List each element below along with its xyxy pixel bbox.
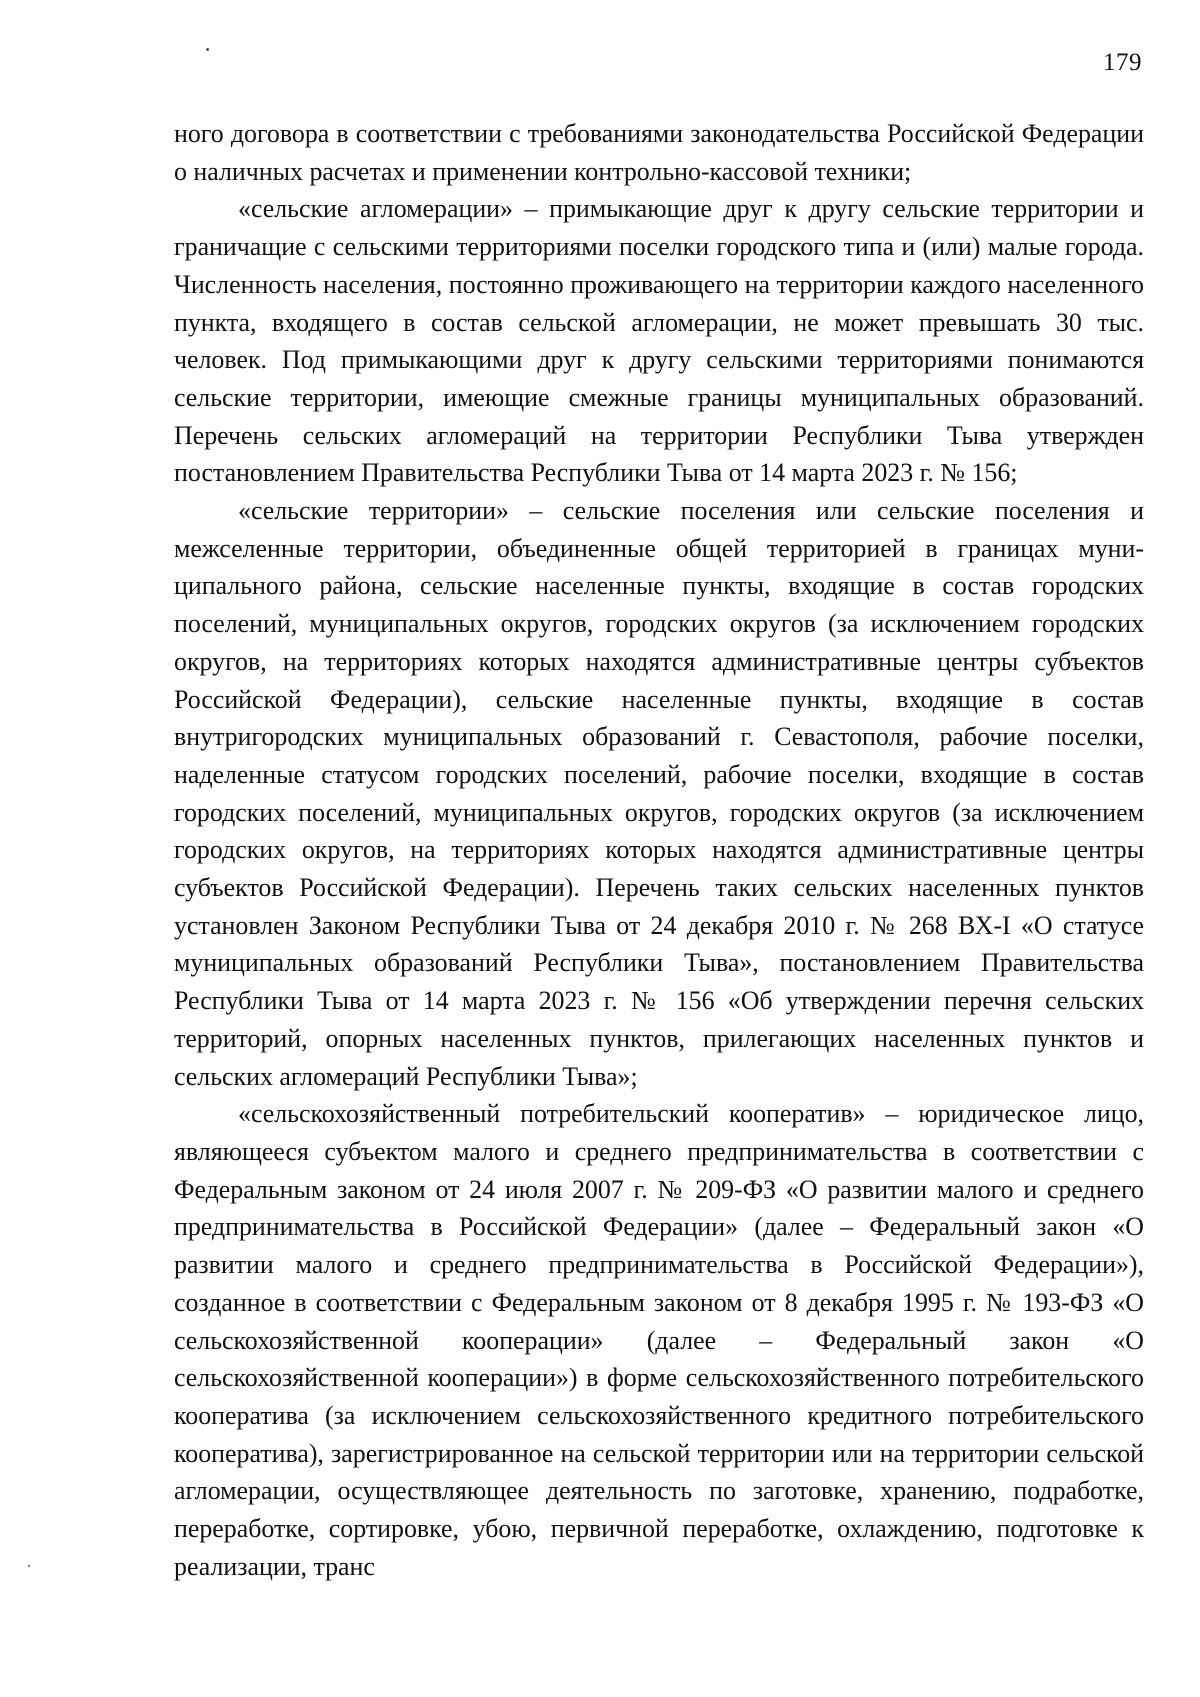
scan-speck — [206, 48, 209, 51]
scan-speck — [28, 1565, 30, 1567]
paragraph-rural-territories: «сельские территории» – сельские поселения или сельские поселения и межселенные территории, объединенные общей территорией в границах муниципального района, сельские населенные пункты, входящие в состав городских поселений, муниципальных округов, городских округов (за исключением городских округов, на территориях которых находятся административные центры субъектов Российской Федерации), сельские населенные пункты, входящие в состав внутригородских муниципальных образований г. Севастополя, рабочие поселки, наделенные статусом городских поселений, рабочие поселки, входящие в состав городских поселений, муниципальных округов, городских округов (за исключением городских округов, на территориях которых находятся административные центры субъектов Российской Федерации). Перечень таких сельских населенных пунктов установлен Законом Республики Тыва от 24 декабря 2010 г. № 268 ВХ-I «О статусе муниципальных образований Республики Тыва», постановлением Правительства Республики Тыва от 14 марта 2023 г. № 156 «Об утверждении перечня сельских территорий, опорных населенных пунктов, прилегающих населенных пунктов и сельских агломераций Республики Тыва»; — [174, 496, 1144, 1091]
document-body — [174, 115, 1144, 1585]
paragraph-rural-agglomerations: «сельские агломерации» – примыкающие друг к другу сельские территории и граничащие с сельскими территориями поселки городского типа и (или) малые города. Численность населения, постоянно проживающего на территории каждого населенного пункта, входящего в состав сельской агломерации, не может превышать 30 тыс. человек. Под примыкающими друг к другу сельскими территориями понимаются сельские территории, имеющие смежные границы муниципальных образований. Перечень сельских агломераций на территории Республики Тыва утвержден постановлением Правительства Республики Тыва от 14 марта 2023 г. № 156; — [174, 194, 1144, 488]
paragraph-agricultural-cooperative: «сельскохозяйственный потребительский кооператив» – юридическое лицо, являющееся субъектом малого и среднего предпринимательства в соответствии с Федеральным законом от 24 июля 2007 г. № 209-ФЗ «О развитии малого и среднего предпринимательства в Российской Федерации» (далее – Федеральный закон «О развитии малого и среднего предпринимательства в Российской Федерации»), созданное в соответствии с Федеральным законом от 8 декабря 1995 г. № 193-ФЗ «О сельскохозяйственной кооперации» (далее – Федеральный закон «О сельскохозяйственной кооперации») в форме сельскохозяйственного потребительского кооператива (за исключением сельскохозяйственного кредитного потребительского кооператива), зарегистрированное на сельской территории или на территории сельской агломерации, осуществляющее деятельность по заготовке, хранению, подработке, переработке, сортировке, убою, первичной переработке, охлаждению, подготовке к реализации, транс — [174, 1099, 1144, 1581]
paragraph-contract-continuation: ного договора в соответствии с требованиями законодательства Российской Федерации о наличных расчетах и применении контрольно-кассовой техники; — [174, 119, 1144, 186]
page-number: 179 — [1103, 49, 1142, 76]
